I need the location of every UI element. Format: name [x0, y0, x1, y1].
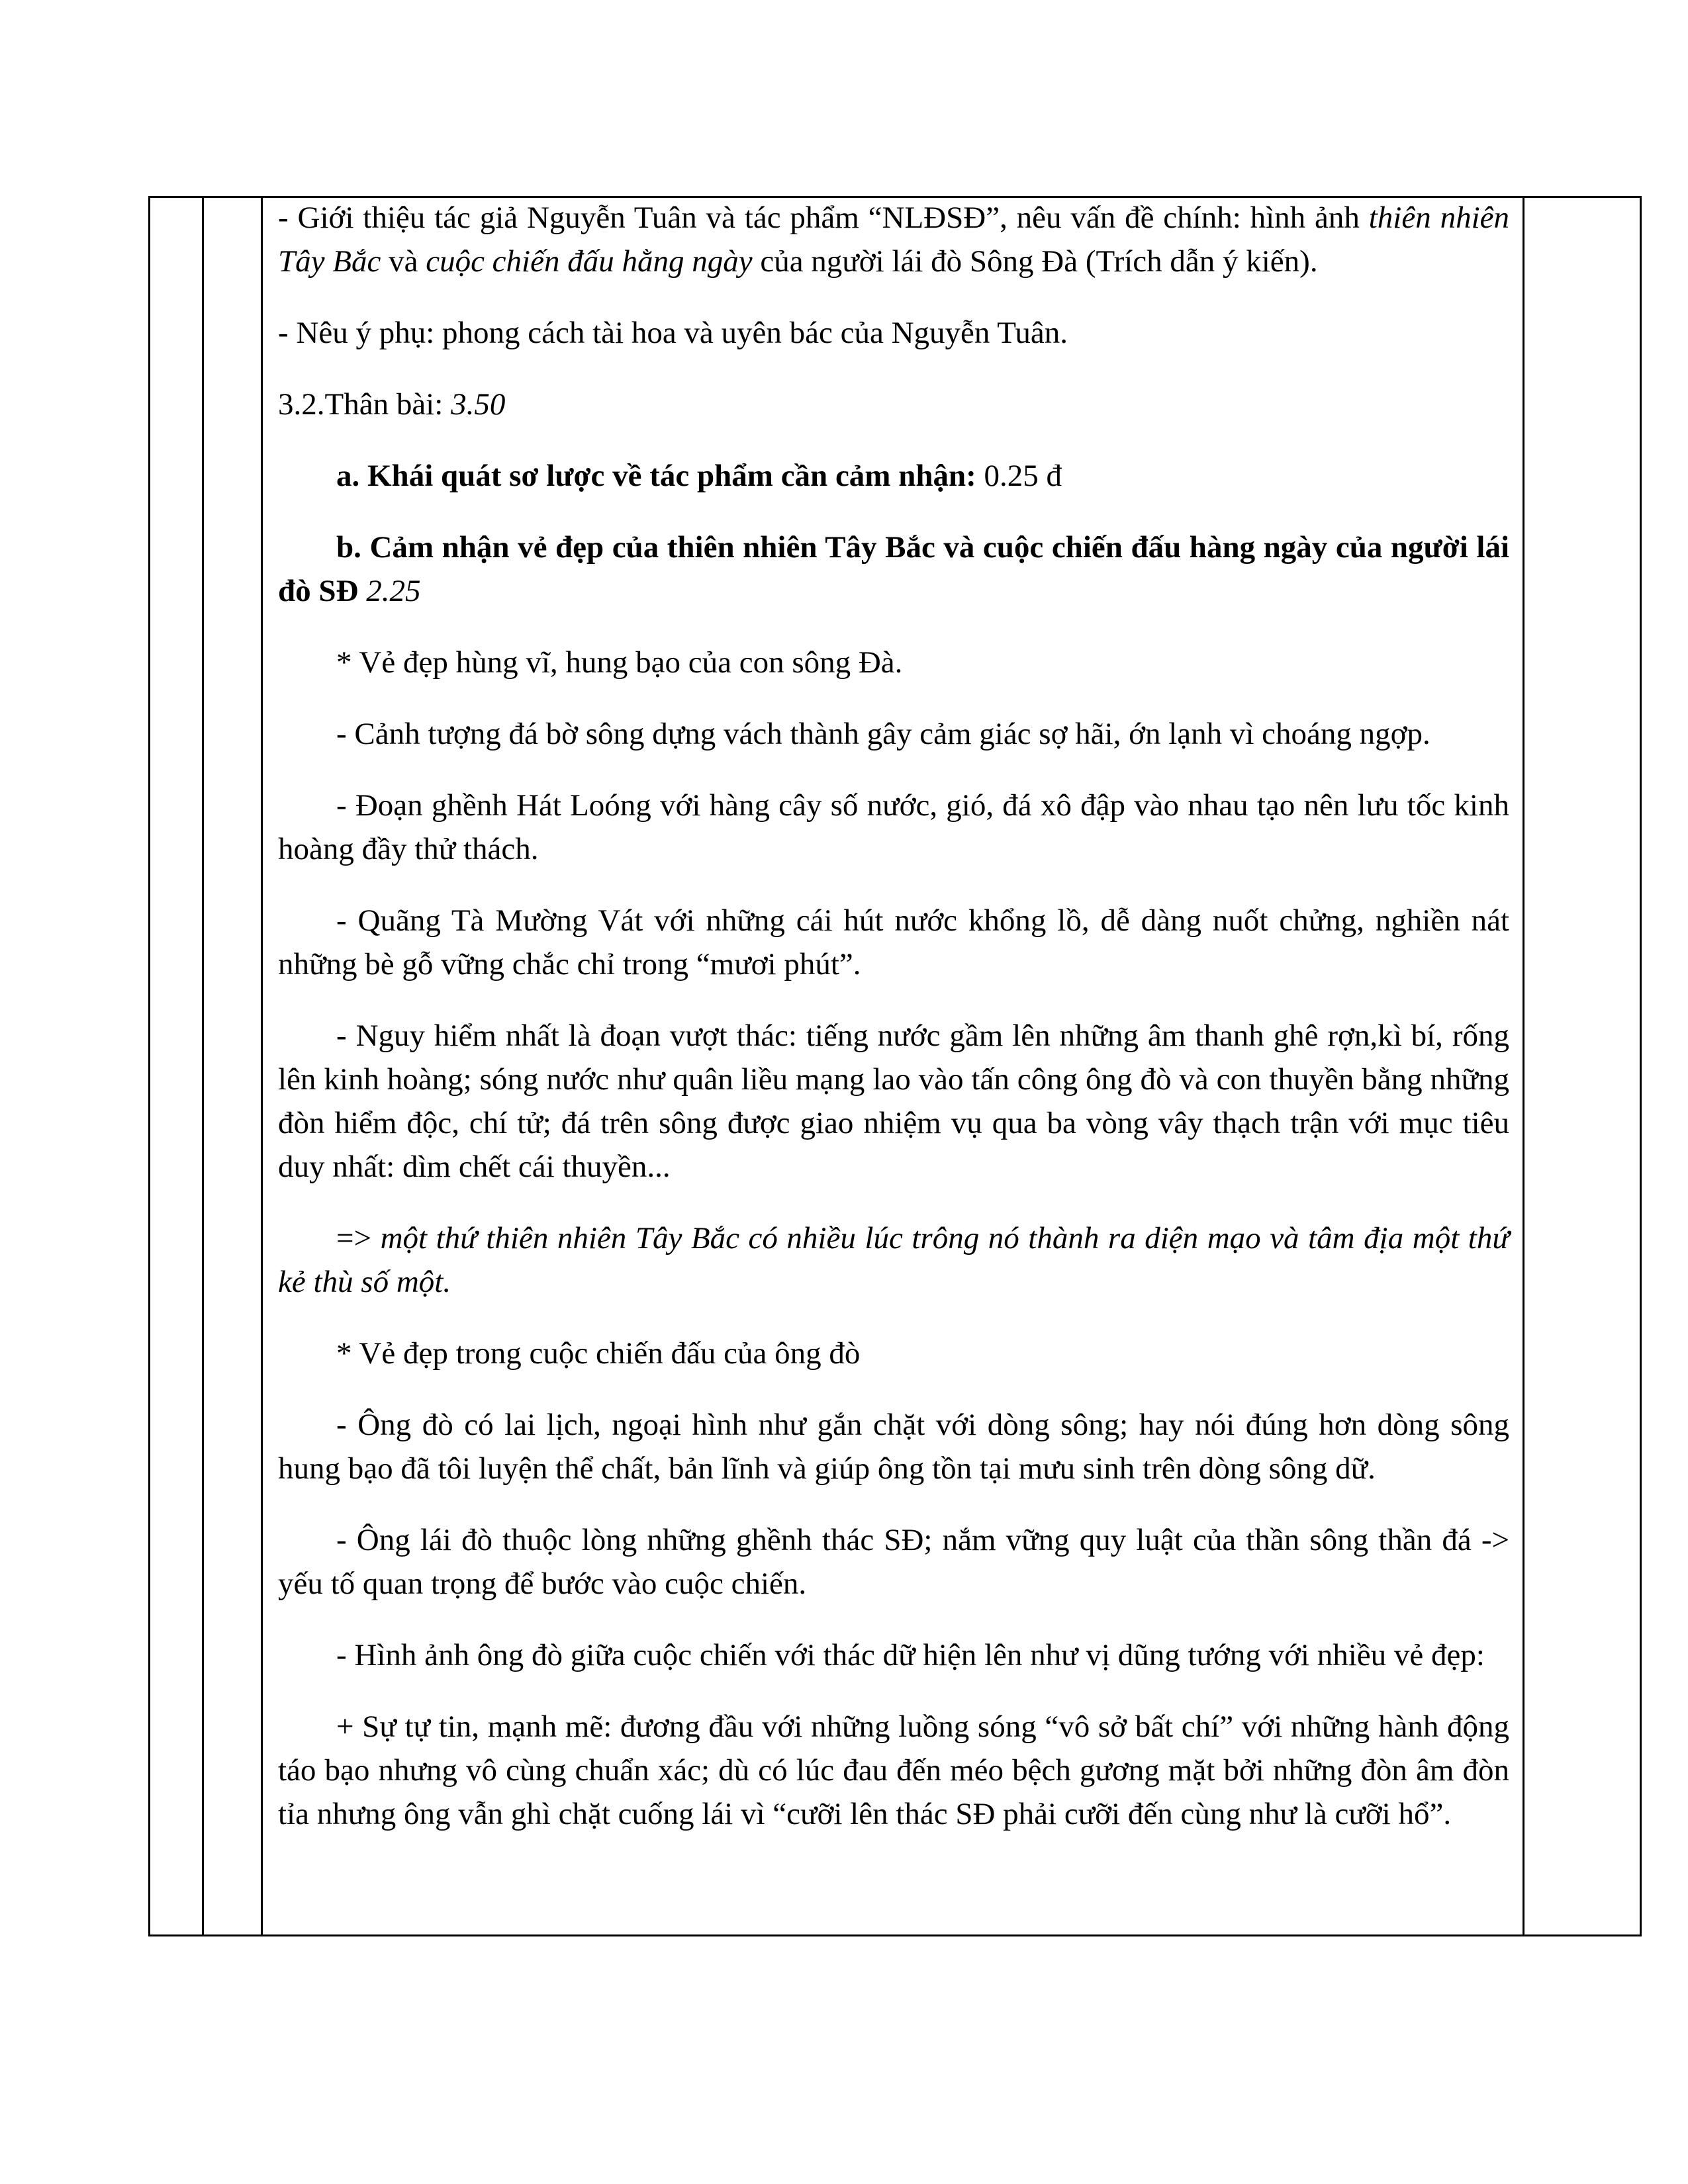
table-border-left: [148, 196, 150, 1936]
boatman-heading: * Vẻ đẹp trong cuộc chiến đấu của ông đò: [336, 1336, 861, 1371]
table-border-right: [1640, 196, 1642, 1936]
body-section-heading: 3.2.Thân bài: 3.50: [278, 387, 506, 422]
intro-paragraph-2: - Nêu ý phụ: phong cách tài hoa và uyên bác của Nguyễn Tuân.: [278, 316, 1068, 350]
table-column-divider-2: [261, 196, 263, 1936]
boatman-item: - Hình ảnh ông đò giữa cuộc chiến với thác dữ hiện lên như vị dũng tướng với nhiều vẻ đẹp:: [336, 1638, 1485, 1672]
boatman-item: - Ông đò có lai lịch, ngoại hình như gắn chặt với dòng sông; hay nói đúng hơn dòng sông hung bạo đã tôi luyện thể chất, bản lĩnh và giúp ông tồn tại mưu sinh trên dòng sông dữ.: [278, 1408, 1509, 1486]
river-item: - Quãng Tà Mường Vát với những cái hút nước khổng lồ, dễ dàng nuốt chửng, nghiền nát những bè gỗ vững chắc chỉ trong “mươi phút”.: [278, 903, 1509, 981]
section-b-heading: b. Cảm nhận vẻ đẹp của thiên nhiên Tây Bắc và cuộc chiến đấu hàng ngày của người lái đò SĐ 2.25: [278, 530, 1509, 608]
table-column-divider-3: [1523, 196, 1524, 1936]
section-a-heading: a. Khái quát sơ lược về tác phẩm cần cảm nhận: 0.25 đ: [336, 459, 1062, 493]
river-heading: * Vẻ đẹp hùng vĩ, hung bạo của con sông Đà.: [336, 645, 903, 680]
river-item: - Cảnh tượng đá bờ sông dựng vách thành gây cảm giác sợ hãi, ớn lạnh vì choáng ngợp.: [336, 717, 1430, 751]
content-cell: [278, 196, 1509, 1836]
river-conclusion: => một thứ thiên nhiên Tây Bắc có nhiều lúc trông nó thành ra diện mạo và tâm địa một thứ kẻ thù số một.: [278, 1221, 1509, 1299]
river-item: - Nguy hiểm nhất là đoạn vượt thác: tiếng nước gầm lên những âm thanh ghê rợn,kì bí, rống lên kinh hoàng; sóng nước như quân liều mạng lao vào tấn công ông đò và con thuyền bằng những đòn hiểm độc, chí tử; đá trên sông được giao nhiệm vụ qua ba vòng vây thạch trận với mục tiêu duy nhất: dìm chết cái thuyền...: [278, 1019, 1509, 1184]
boatman-item: + Sự tự tin, mạnh mẽ: đương đầu với những luồng sóng “vô sở bất chí” với những hành động táo bạo nhưng vô cùng chuẩn xác; dù có lúc đau đến méo bệch gương mặt bởi những đòn âm đòn tỉa nhưng ông vẫn ghì chặt cuống lái vì “cưỡi lên thác SĐ phải cưỡi đến cùng như là cưỡi hổ”.: [278, 1709, 1509, 1831]
river-item: - Đoạn ghềnh Hát Loóng với hàng cây số nước, gió, đá xô đập vào nhau tạo nên lưu tốc kinh hoàng đầy thử thách.: [278, 788, 1509, 866]
intro-paragraph-1: - Giới thiệu tác giả Nguyễn Tuân và tác phẩm “NLĐSĐ”, nêu vấn đề chính: hình ảnh thiên nhiên Tây Bắc và cuộc chiến đấu hằng ngày của người lái đò Sông Đà (Trích dẫn ý kiến).: [278, 201, 1509, 279]
table-column-divider-1: [202, 196, 204, 1936]
boatman-item: - Ông lái đò thuộc lòng những ghềnh thác SĐ; nắm vững quy luật của thần sông thần đá -> yếu tố quan trọng để bước vào cuộc chiến.: [278, 1523, 1509, 1601]
